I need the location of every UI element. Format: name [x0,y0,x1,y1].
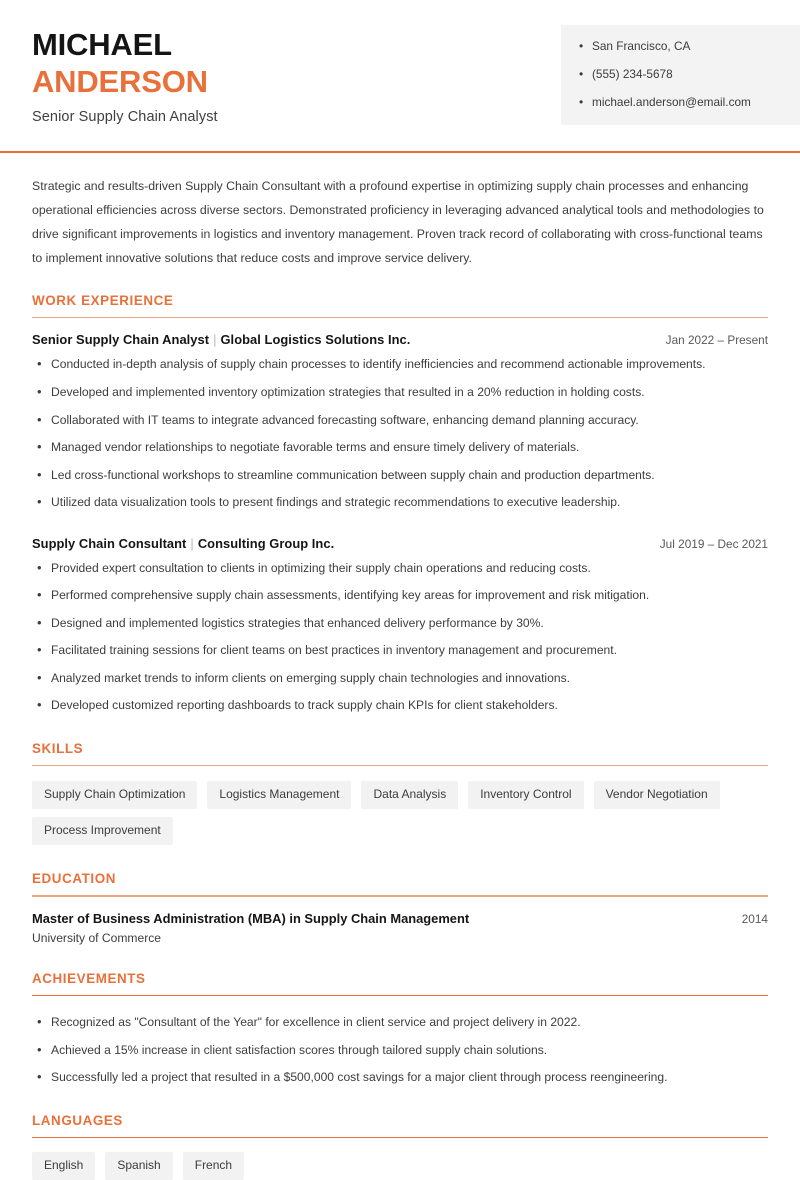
job-title-company [32,536,334,551]
contact-location[interactable]: • San Francisco, CA [579,39,784,55]
section-title-languages: LANGUAGES [32,1112,123,1128]
job-bullet: • Collaborated with IT teams to integrate advanced forecasting software, enhancing demand planning accuracy. [32,412,768,430]
job-bullet: • Performed comprehensive supply chain assessments, identifying key areas for improvement and risk mitigation. [32,587,768,605]
section-achievements [32,971,768,1087]
job-bullet: • Led cross-functional workshops to streamline communication between supply chain and production departments. [32,467,768,485]
section-divider [32,895,768,897]
skill-chip: Vendor Negotiation [594,781,720,809]
education-degree: Master of Business Administration (MBA) in Supply Chain Management [32,910,470,926]
language-chip: English [32,1152,95,1180]
job-bullet: • Analyzed market trends to inform clients on emerging supply chain technologies and innovations. [32,670,768,688]
section-title-skills: SKILLS [32,740,84,756]
skill-chip: Supply Chain Optimization [32,781,197,809]
job-bullets [32,560,768,715]
job-bullet: • Provided expert consultation to clients in optimizing their supply chain operations and reducing costs. [32,560,768,578]
contact-email[interactable]: • michael.anderson@email.com [579,95,784,111]
full-name [32,27,218,64]
job-company: Consulting Group Inc. [197,535,335,551]
skill-chip: Inventory Control [468,781,583,809]
job-dates: Jul 2019 – Dec 2021 [659,536,768,551]
achievement-item: • Successfully led a project that resulted in a $500,000 cost savings for a major client through process reengineering. [32,1069,768,1087]
achievement-item: • Recognized as "Consultant of the Year" for excellence in client service and project delivery in 2022. [32,1014,768,1032]
language-chip: Spanish [105,1152,172,1180]
contact-list [579,39,784,111]
job-dates: Jan 2022 – Present [665,333,768,348]
job-bullet: • Utilized data visualization tools to present findings and strategic recommendations to executive leadership. [32,494,768,512]
job-separator: | [190,535,194,551]
skills-chip-list [32,781,768,845]
section-divider [32,1137,768,1139]
job-company: Global Logistics Solutions Inc. [220,332,411,348]
job-separator: | [213,332,217,348]
job-bullet: • Designed and implemented logistics strategies that enhanced delivery performance by 30%. [32,615,768,633]
job-header [32,536,768,551]
header-job-title: Senior Supply Chain Analyst [32,109,218,126]
job-role: Supply Chain Consultant [32,535,187,551]
job-bullet: • Facilitated training sessions for client teams on best practices in inventory management and procurement. [32,642,768,660]
first-name: MICHAEL [32,27,172,62]
resume-header [0,0,800,135]
language-chip: French [183,1152,244,1180]
header-divider [0,151,800,153]
last-name: ANDERSON [32,63,208,99]
job-entry [32,332,768,511]
section-divider [32,765,768,767]
skill-chip: Process Improvement [32,817,173,845]
skill-chip: Data Analysis [361,781,458,809]
job-title-company [32,332,410,347]
job-entry [32,536,768,715]
contact-phone[interactable]: • (555) 234-5678 [579,67,784,83]
section-education [32,871,768,945]
job-bullet: • Conducted in-depth analysis of supply chain processes to identify inefficiencies and recommend actionable improvements. [32,356,768,374]
section-languages [32,1113,768,1180]
resume-content [0,175,800,1180]
job-bullet: • Managed vendor relationships to negotiate favorable terms and ensure timely delivery of materials. [32,439,768,457]
section-work-experience [32,293,768,715]
skill-chip: Logistics Management [207,781,351,809]
job-bullets [32,356,768,511]
section-skills [32,741,768,845]
education-header [32,911,768,926]
job-header [32,332,768,347]
section-title-work-experience: WORK EXPERIENCE [32,292,174,308]
education-entry [32,911,768,945]
section-divider [32,995,768,997]
section-title-achievements: ACHIEVEMENTS [32,970,146,986]
achievement-item: • Achieved a 15% increase in client satisfaction scores through tailored supply chain solutions. [32,1042,768,1060]
job-bullet: • Developed customized reporting dashboards to track supply chain KPIs for client stakeholders. [32,697,768,715]
education-year: 2014 [741,911,768,926]
achievement-list [32,1014,768,1087]
header-identity [0,25,218,125]
section-title-education: EDUCATION [32,871,117,887]
professional-summary: Strategic and results-driven Supply Chain Consultant with a profound expertise in optimizing supply chain processes and enhancing operational efficiencies across diverse sectors. Demonstrated proficiency in leveraging advanced analytical tools and methodologies to drive significant improvements in logistics and inventory management. Proven track record of collaborating with cross-functional teams to implement innovative solutions that reduce costs and improve service delivery. [32,179,764,265]
job-bullet: • Developed and implemented inventory optimization strategies that resulted in a 20% reduction in holding costs. [32,384,768,402]
job-role: Senior Supply Chain Analyst [32,332,210,348]
contact-info-box [561,25,800,125]
education-school: University of Commerce [32,930,162,945]
languages-chip-list [32,1152,768,1180]
section-divider [32,317,768,319]
